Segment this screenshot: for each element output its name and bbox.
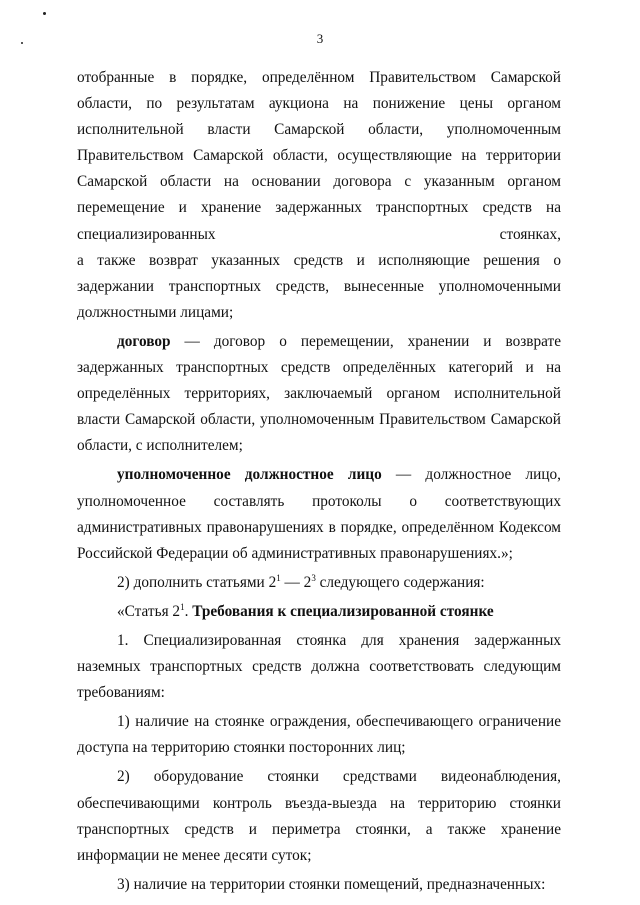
- requirement-3: [77, 872, 561, 898]
- text-fragment: .: [184, 602, 193, 620]
- superscript: 1: [180, 601, 185, 612]
- paragraph-requirements: [77, 628, 561, 706]
- defined-term: договор: [117, 332, 171, 350]
- defined-term: уполномоченное должностное лицо: [117, 466, 382, 484]
- paragraph-text: 3) наличие на территории стоянки помещений, предназначенных:: [117, 875, 546, 893]
- requirement-1: [77, 709, 561, 761]
- article-title: Требования к специализированной стоянке: [192, 602, 494, 620]
- text-fragment: 2) дополнить статьями 2: [117, 573, 277, 591]
- paragraph-executors-cont: [77, 248, 561, 326]
- paragraph-executors: [77, 65, 561, 248]
- definition-official: [77, 462, 561, 566]
- page-number: 3: [316, 31, 324, 46]
- superscript: 3: [311, 572, 316, 583]
- requirement-2: [77, 764, 561, 868]
- text-fragment: — 2: [280, 573, 312, 591]
- paragraph-text: а также возврат указанных средств и исполняющие решения о задержании транспортных средств, вынесенные уполномоченными должностными лицами;: [77, 251, 561, 321]
- scan-speck: [43, 12, 46, 15]
- paragraph-text: 1) наличие на стоянке ограждения, обеспечивающего ограничение доступа на территорию стоянки посторонних лиц;: [77, 713, 561, 757]
- definition-contract: [77, 329, 561, 459]
- paragraph-text: 2) оборудование стоянки средствами видеонаблюдения, обеспечивающими контроль въезда-выезда на территорию стоянки транспортных средств и периметра стоянки, а также хранение информации не менее десяти суток;: [77, 768, 561, 864]
- superscript: 1: [276, 572, 281, 583]
- document-body: [77, 65, 561, 898]
- text-fragment: следующего содержания:: [315, 573, 485, 591]
- text-fragment: «Статья 2: [117, 602, 181, 620]
- article-heading: [77, 599, 561, 625]
- paragraph-text: 1. Специализированная стоянка для хранения задержанных наземных транспортных средств должна соответствовать следующим требованиям:: [77, 631, 561, 702]
- definition-text: — договор о перемещении, хранении и возврате задержанных транспортных средств определённых категорий и на определённых территориях, заключаемый органом исполнительной власти Самарской области, уполномоченным Правительством Самарской области, с исполнителем;: [77, 332, 561, 455]
- definition-text: — должностное лицо, уполномоченное составлять протоколы о соответствующих административных правонарушениях в порядке, определённом Кодексом Российской Федерации об административных правонарушениях.»;: [77, 466, 562, 562]
- paragraph-amendment: [77, 570, 561, 596]
- paragraph-text: отобранные в порядке, определённом Правительством Самарской области, по результатам аукциона на понижение цены органом исполнительной власти Самарской области, уполномоченным Правительством Самарской области, осуществляющие на территории Самарской области на основании договора с указанным органом перемещение и хранение задержанных транспортных средств на специализированных стоянках,: [77, 69, 561, 243]
